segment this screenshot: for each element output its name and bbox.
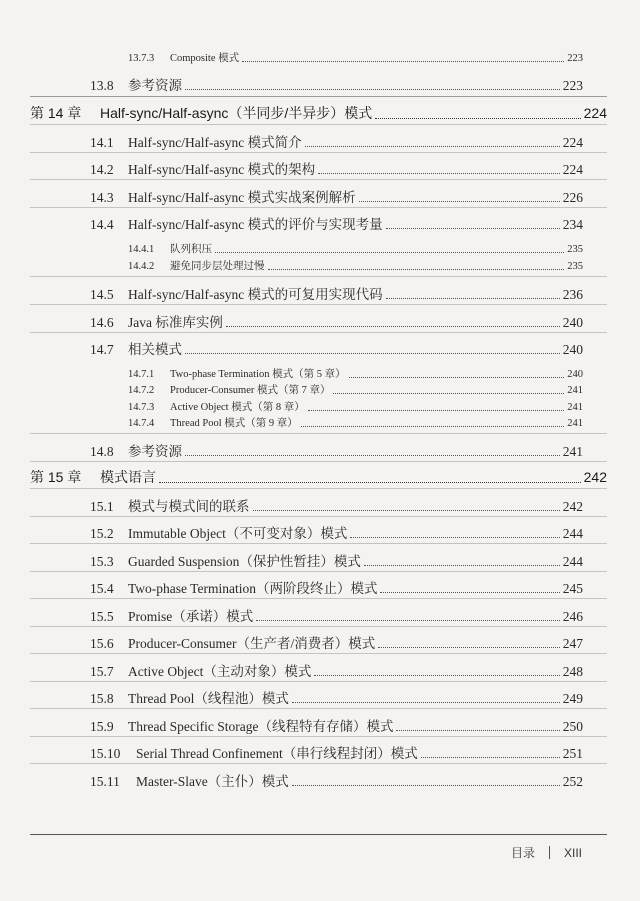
leader-dots (314, 675, 559, 676)
divider (30, 304, 607, 305)
footer-separator (549, 846, 550, 859)
divider (30, 461, 607, 462)
chapter-number: 第 14 章 (30, 105, 82, 121)
toc-entry-15-6 (90, 632, 583, 652)
entry-number: 15.4 (90, 581, 114, 596)
entry-title: Immutable Object（不可变对象）模式 (128, 526, 348, 541)
leader-dots (333, 393, 564, 394)
entry-page: 223 (562, 78, 583, 93)
toc-entry-14-7-4 (128, 415, 583, 430)
toc-entry-15-5 (90, 605, 583, 625)
divider (30, 598, 607, 599)
divider (30, 708, 607, 709)
leader-dots (226, 326, 560, 327)
divider (30, 152, 607, 153)
entry-title: Java 标准库实例 (128, 315, 223, 330)
entry-title: Composite 模式 (170, 53, 240, 64)
entry-number: 15.1 (90, 499, 114, 514)
chapter-title: 模式语言 (100, 469, 156, 485)
entry-number: 14.7.3 (128, 402, 155, 413)
toc-entry-14-1 (90, 131, 583, 151)
divider (30, 681, 607, 682)
leader-dots (349, 377, 565, 378)
entry-number: 15.7 (90, 664, 114, 679)
entry-page: 241 (567, 402, 583, 413)
entry-title: Half-sync/Half-async 模式的可复用实现代码 (128, 287, 383, 302)
leader-dots (242, 61, 564, 62)
entry-number: 14.7.2 (128, 385, 155, 396)
entry-page: 235 (567, 244, 583, 255)
leader-dots (378, 647, 560, 648)
leader-dots (301, 426, 565, 427)
entry-number: 14.3 (90, 190, 114, 205)
divider (30, 433, 607, 434)
divider (30, 96, 607, 97)
toc-entry-15-1 (90, 495, 583, 515)
toc-entry-15-4 (90, 577, 583, 597)
entry-title: Active Object 模式（第 8 章） (170, 402, 305, 413)
leader-dots (359, 201, 560, 202)
toc-chapter-14 (30, 103, 607, 123)
entry-number: 14.4 (90, 217, 114, 232)
leader-dots (386, 298, 560, 299)
entry-number: 14.1 (90, 135, 114, 150)
entry-title: Guarded Suspension（保护性暂挂）模式 (128, 554, 361, 569)
entry-title: Producer-Consumer（生产者/消费者）模式 (128, 636, 376, 651)
entry-number: 14.8 (90, 444, 114, 459)
toc-entry-14-6 (90, 311, 583, 331)
entry-page: 240 (562, 315, 583, 330)
leader-dots (185, 455, 560, 456)
leader-dots (253, 510, 560, 511)
toc-entry-14-7 (90, 338, 583, 358)
entry-title: Promise（承诺）模式 (128, 609, 254, 624)
entry-number: 13.8 (90, 78, 114, 93)
entry-number: 15.5 (90, 609, 114, 624)
footer-label: 目录 (510, 846, 535, 860)
entry-number: 14.4.2 (128, 261, 155, 272)
toc-entry-14-4-2 (128, 258, 583, 273)
page-number: XIII (563, 845, 582, 860)
divider (30, 626, 607, 627)
entry-page: 226 (562, 190, 583, 205)
entry-page: 240 (562, 342, 583, 357)
entry-page: 246 (562, 609, 583, 624)
entry-title: Active Object（主动对象）模式 (128, 664, 312, 679)
leader-dots (268, 269, 565, 270)
entry-page: 242 (562, 499, 583, 514)
entry-page: 245 (562, 581, 583, 596)
entry-title: Half-sync/Half-async 模式简介 (128, 135, 302, 150)
leader-dots (185, 353, 560, 354)
entry-page: 224 (562, 162, 583, 177)
entry-number: 14.7 (90, 342, 114, 357)
entry-page: 252 (562, 774, 583, 789)
entry-number: 15.10 (90, 746, 121, 761)
toc-entry-13-7-3 (128, 50, 583, 65)
entry-page: 249 (562, 691, 583, 706)
chapter-number: 第 15 章 (30, 469, 82, 485)
entry-page: 250 (562, 719, 583, 734)
chapter-page: 224 (583, 105, 607, 121)
toc-entry-15-2 (90, 522, 583, 542)
entry-number: 15.3 (90, 554, 114, 569)
toc-entry-15-9 (90, 715, 583, 735)
divider (30, 207, 607, 208)
toc-entry-14-7-3 (128, 399, 583, 414)
entry-title: 相关模式 (128, 342, 182, 357)
divider (30, 736, 607, 737)
leader-dots (386, 228, 560, 229)
toc-entry-13-8 (90, 74, 583, 94)
divider (30, 124, 607, 125)
toc-entry-14-5 (90, 283, 583, 303)
entry-page: 234 (562, 217, 583, 232)
toc-entry-14-3 (90, 186, 583, 206)
entry-page: 247 (562, 636, 583, 651)
entry-title: 模式与模式间的联系 (128, 499, 250, 514)
entry-page: 241 (562, 444, 583, 459)
divider (30, 653, 607, 654)
leader-dots (159, 482, 581, 483)
toc-entry-14-4-1 (128, 241, 583, 256)
entry-page: 241 (567, 385, 583, 396)
entry-page: 244 (562, 526, 583, 541)
entry-page: 244 (562, 554, 583, 569)
toc-entry-15-11 (90, 770, 583, 790)
entry-page: 251 (562, 746, 583, 761)
entry-number: 15.8 (90, 691, 114, 706)
leader-dots (396, 730, 559, 731)
entry-title: Producer-Consumer 模式（第 7 章） (170, 385, 331, 396)
entry-number: 14.2 (90, 162, 114, 177)
leader-dots (318, 173, 560, 174)
chapter-page: 242 (583, 469, 607, 485)
toc-entry-14-8 (90, 440, 583, 460)
entry-number: 15.2 (90, 526, 114, 541)
entry-number: 14.7.1 (128, 369, 155, 380)
entry-page: 248 (562, 664, 583, 679)
entry-number: 14.5 (90, 287, 114, 302)
entry-title: Half-sync/Half-async 模式的评价与实现考量 (128, 217, 383, 232)
entry-title: 队列积压 (170, 244, 212, 255)
divider (30, 488, 607, 489)
leader-dots (185, 89, 560, 90)
entry-number: 15.11 (90, 774, 120, 789)
toc-chapter-15 (30, 467, 607, 487)
leader-dots (421, 757, 560, 758)
entry-title: Thread Specific Storage（线程特有存储）模式 (128, 719, 394, 734)
leader-dots (215, 252, 564, 253)
entry-title: Two-phase Termination 模式（第 5 章） (170, 369, 346, 380)
entry-page: 224 (562, 135, 583, 150)
entry-number: 14.4.1 (128, 244, 155, 255)
divider (30, 543, 607, 544)
entry-title: 避免同步层处理过慢 (170, 261, 265, 272)
entry-number: 15.9 (90, 719, 114, 734)
leader-dots (305, 146, 560, 147)
divider (30, 571, 607, 572)
toc-entry-15-3 (90, 550, 583, 570)
entry-title: 参考资源 (128, 444, 182, 459)
entry-page: 223 (567, 53, 583, 64)
entry-title: Master-Slave（主仆）模式 (136, 774, 289, 789)
entry-number: 15.6 (90, 636, 114, 651)
leader-dots (350, 537, 559, 538)
divider (30, 763, 607, 764)
toc-entry-14-2 (90, 158, 583, 178)
leader-dots (256, 620, 559, 621)
entry-title: Thread Pool 模式（第 9 章） (170, 418, 298, 429)
toc-entry-14-7-2 (128, 382, 583, 397)
toc-entry-14-4 (90, 213, 583, 233)
divider (30, 179, 607, 180)
leader-dots (292, 785, 560, 786)
entry-number: 13.7.3 (128, 53, 155, 64)
toc-entry-15-8 (90, 687, 583, 707)
leader-dots (308, 410, 565, 411)
entry-page: 236 (562, 287, 583, 302)
entry-title: Two-phase Termination（两阶段终止）模式 (128, 581, 378, 596)
entry-page: 235 (567, 261, 583, 272)
chapter-title: Half-sync/Half-async（半同步/半异步）模式 (100, 105, 373, 121)
leader-dots (292, 702, 560, 703)
footer-rule (30, 834, 607, 835)
leader-dots (380, 592, 559, 593)
toc-entry-15-7 (90, 660, 583, 680)
toc-entry-14-7-1 (128, 366, 583, 381)
entry-title: Half-sync/Half-async 模式实战案例解析 (128, 190, 356, 205)
leader-dots (375, 118, 580, 119)
entry-number: 14.7.4 (128, 418, 155, 429)
entry-page: 241 (567, 418, 583, 429)
divider (30, 276, 607, 277)
page-footer (511, 844, 582, 861)
entry-page: 240 (567, 369, 583, 380)
entry-title: 参考资源 (128, 78, 182, 93)
divider (30, 516, 607, 517)
toc-entry-15-10 (90, 742, 583, 762)
divider (30, 332, 607, 333)
leader-dots (364, 565, 560, 566)
entry-number: 14.6 (90, 315, 114, 330)
entry-title: Serial Thread Confinement（串行线程封闭）模式 (136, 746, 418, 761)
entry-title: Half-sync/Half-async 模式的架构 (128, 162, 316, 177)
entry-title: Thread Pool（线程池）模式 (128, 691, 289, 706)
